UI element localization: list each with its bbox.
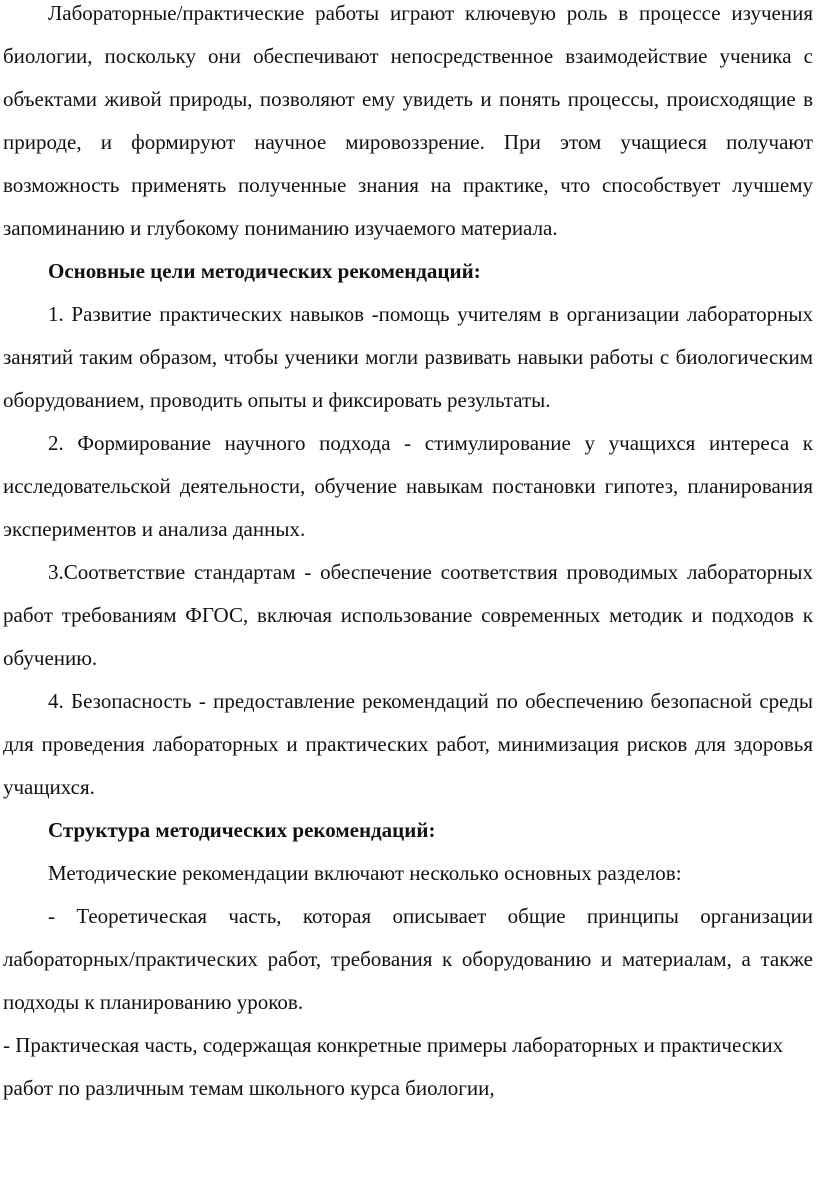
structure-item-practice: - Практическая часть, содержащая конкретные примеры лабораторных и практических работ по различным темам школьного курса биологии, xyxy=(3,1033,784,1100)
structure-heading: Структура методических рекомендаций: xyxy=(48,818,436,842)
structure-item-theory: - Теоретическая часть, которая описывает общие принципы организации лабораторных/практических работ, требования к оборудованию и материалам, а также подходы к планированию уроков. xyxy=(3,904,813,1014)
intro-paragraph: Лабораторные/практические работы играют ключевую роль в процессе изучения биологии, поскольку они обеспечивают непосредственное взаимодействие ученика с объектами живой природы, позволяют ему увидеть и понять процессы, происходящие в природе, и формируют научное мировоззрение. При этом учащиеся получают возможность применять полученные знания на практике, что способствует лучшему запоминанию и глубокому пониманию изучаемого материала. xyxy=(3,1,813,240)
goal-item-3: 3.Соответствие стандартам - обеспечение соответствия проводимых лабораторных работ требованиям ФГОС, включая использование современных методик и подходов к обучению. xyxy=(3,560,813,670)
goal-item-2: 2. Формирование научного подхода - стимулирование у учащихся интереса к исследовательской деятельности, обучение навыкам постановки гипотез, планирования экспериментов и анализа данных. xyxy=(3,431,813,541)
goal-item-1: 1. Развитие практических навыков -помощь учителям в организации лабораторных занятий таким образом, чтобы ученики могли развивать навыки работы с биологическим оборудованием, проводить опыты и фиксировать результаты. xyxy=(3,302,813,412)
structure-intro: Методические рекомендации включают несколько основных разделов: xyxy=(48,861,682,885)
goal-item-4: 4. Безопасность - предоставление рекомендаций по обеспечению безопасной среды для проведения лабораторных и практических работ, минимизация рисков для здоровья учащихся. xyxy=(3,689,813,799)
goals-heading: Основные цели методических рекомендаций: xyxy=(48,259,481,283)
